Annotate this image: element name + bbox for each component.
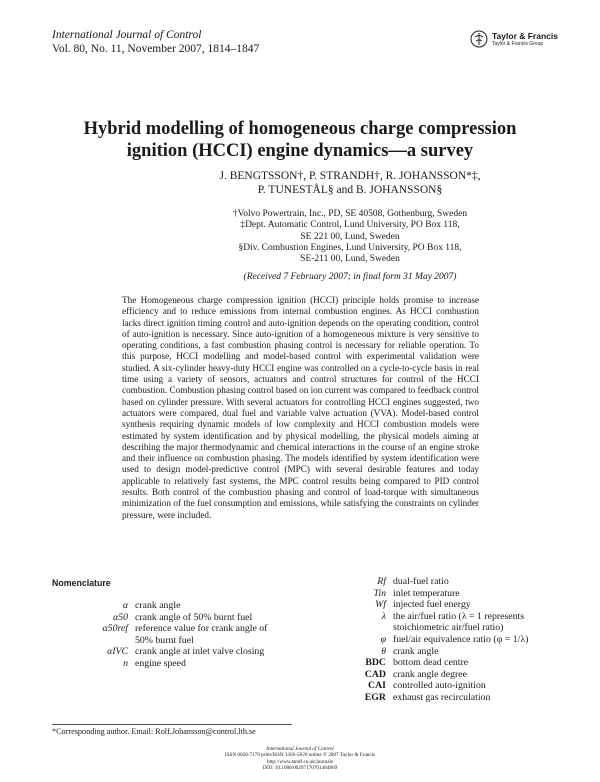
footnote-rule (52, 724, 292, 725)
nomenclature-desc: 50% burnt fuel (135, 634, 194, 646)
nomenclature-row (330, 657, 570, 669)
nomenclature-desc: engine speed (135, 657, 186, 669)
publisher-group: Taylor & Francis Group (492, 41, 544, 47)
nomenclature-row (330, 634, 570, 646)
nomenclature-symbol: EGR (364, 691, 386, 703)
nomenclature-row (52, 635, 302, 647)
nomenclature-row (330, 646, 570, 658)
nomenclature-row (330, 622, 570, 634)
nomenclature-desc: crank angle (393, 645, 439, 657)
nomenclature-desc: dual-fuel ratio (393, 576, 449, 587)
nomenclature-symbol: αIVC (107, 646, 128, 658)
nomenclature-row (330, 692, 570, 704)
nomenclature-left-column (52, 600, 302, 670)
nomenclature-desc: crank angle at inlet valve closing (135, 646, 265, 658)
nomenclature-symbol: Wf (375, 599, 386, 611)
nomenclature-symbol: α50ref (102, 623, 128, 635)
nomenclature-desc: injected fuel energy (393, 599, 471, 611)
nomenclature-symbol (52, 635, 135, 647)
journal-name: International Journal of Control (52, 29, 202, 41)
nomenclature-row (330, 680, 570, 692)
abstract: The Homogeneous charge compression ignition (HCCI) principle holds promise to increase efficiency and to reduce emissions from internal combustion engines. As HCCI combustion lacks direct ignition timing control and auto-ignition depends on the operating condition, control of auto-ignition is necessary. Since auto-ignition of a homogeneous mixture is very sensitive to operating conditions, a fast combustion phasing control is necessary for reliable operation. To this purpose, HCCI modelling and model-based control with experimental validation were studied. A six-cylinder heavy-duty HCCI engine was controlled on a cycle-to-cycle basis in real time using a variety of sensors, actuators and control structures for control of the HCCI combustion. Combustion phasing control based on ion current was compared to feedback control based on cylinder pressure. With several actuators for controlling HCCI engines suggested, two actuators were compared, dual fuel and variable valve actuation (VVA). Model-based control synthesis requiring dynamic models of low complexity and HCCI combustion models were estimated by system identification and by physical modelling, the physical models aiming at describing the major thermodynamic and chemical interactions in the course of an engine stroke and their influence on combustion phasing. The models identified by system identification were used to design model-predictive control (MPC) with several desirable features and today applicable to relatively fast systems, the MPC control results being compared to PID control results. Both control of the combustion phasing and control of load-torque with simultaneous minimization of the fuel consumption and emissions, while satisfying the constraints on cylinder pressure, were included. (122, 295, 479, 520)
affiliation-line: §Div. Combustion Engines, Lund University, PO Box 118, (238, 242, 462, 253)
received-dates: (Received 7 February 2007; in final form 31 May 2007) (243, 272, 457, 282)
imprint-url: http://www.tandf.co.uk/journals (266, 758, 334, 765)
nomenclature-row (330, 669, 570, 681)
nomenclature-desc: controlled auto-ignition (393, 680, 486, 692)
title-line-2: ignition (HCCI) engine dynamics—a survey (126, 141, 474, 161)
imprint-doi: DOI: 10.1080/00207170701484869 (262, 765, 338, 772)
journal-citation: Vol. 80, No. 11, November 2007, 1814–1847 (52, 43, 260, 55)
nomenclature-row (52, 646, 302, 658)
nomenclature-row (330, 599, 570, 611)
nomenclature-symbol: φ (380, 633, 386, 645)
nomenclature-desc: crank angle (135, 600, 181, 611)
nomenclature-row (330, 611, 570, 623)
publisher-logo (470, 30, 560, 52)
nomenclature-symbol: CAD (364, 668, 386, 680)
nomenclature-desc: reference value for crank angle of (135, 623, 268, 635)
journal-header (52, 28, 259, 56)
nomenclature-heading: Nomenclature (52, 578, 111, 588)
journal-imprint (150, 746, 450, 772)
affiliation-line: †Volvo Powertrain, Inc., PD, SE 40508, Gothenburg, Sweden (232, 209, 468, 219)
nomenclature-row (330, 576, 570, 588)
nomenclature-symbol: θ (381, 645, 386, 657)
publisher-emblem-icon (470, 30, 488, 48)
affiliation-line: SE-211 00, Lund, Sweden (300, 254, 400, 265)
imprint-journal: International Journal of Control (266, 746, 334, 752)
affiliation-line: SE 221 00, Lund, Sweden (300, 231, 400, 242)
nomenclature-row (52, 612, 302, 624)
nomenclature-symbol: α (122, 600, 128, 611)
nomenclature-desc: stoichiometric air/fuel ratio) (393, 622, 504, 634)
nomenclature-row (52, 623, 302, 635)
paper-title (60, 118, 540, 162)
nomenclature-desc: fuel/air equivalence ratio (φ = 1/λ) (393, 633, 529, 645)
nomenclature-desc: crank angle of 50% burnt fuel (135, 611, 253, 623)
nomenclature-desc: crank angle degree (393, 668, 467, 680)
affiliations (170, 209, 530, 265)
nomenclature-symbol: λ (381, 610, 386, 622)
nomenclature-symbol (330, 622, 393, 634)
imprint-issn: ISSN 0020-7179 print/ISSN 1366-5820 online © 2007 Taylor & Francis (224, 752, 376, 759)
affiliation-line: ‡Dept. Automatic Control, Lund University, PO Box 118, (240, 220, 460, 231)
nomenclature-symbol: α50 (113, 611, 128, 623)
authors-line-1: J. BENGTSSON†, P. STRANDH†, R. JOHANSSON*‡, (219, 170, 481, 182)
nomenclature-desc: the air/fuel ratio (λ = 1 represents (393, 610, 525, 622)
nomenclature-symbol: Tin (373, 587, 386, 599)
nomenclature-row (52, 658, 302, 670)
author-list (150, 169, 550, 197)
publisher-name: Taylor & Francis (492, 31, 558, 41)
nomenclature-right-column (330, 576, 570, 704)
nomenclature-symbol: n (123, 657, 128, 669)
corresponding-author-footnote: *Corresponding author. Email: Rolf.Johansson@control.lth.se (52, 727, 256, 736)
nomenclature-symbol: BDC (365, 657, 386, 669)
nomenclature-row (330, 588, 570, 600)
nomenclature-desc: inlet temperature (393, 587, 460, 599)
authors-line-2: P. TUNESTÅL§ and B. JOHANSSON§ (257, 184, 443, 196)
nomenclature-symbol: CAI (368, 680, 386, 692)
title-line-1: Hybrid modelling of homogeneous charge compression (83, 119, 517, 139)
nomenclature-desc: bottom dead centre (393, 657, 469, 669)
nomenclature-desc: exhaust gas recirculation (393, 691, 491, 703)
nomenclature-symbol: Rf (377, 576, 386, 587)
nomenclature-row (52, 600, 302, 612)
